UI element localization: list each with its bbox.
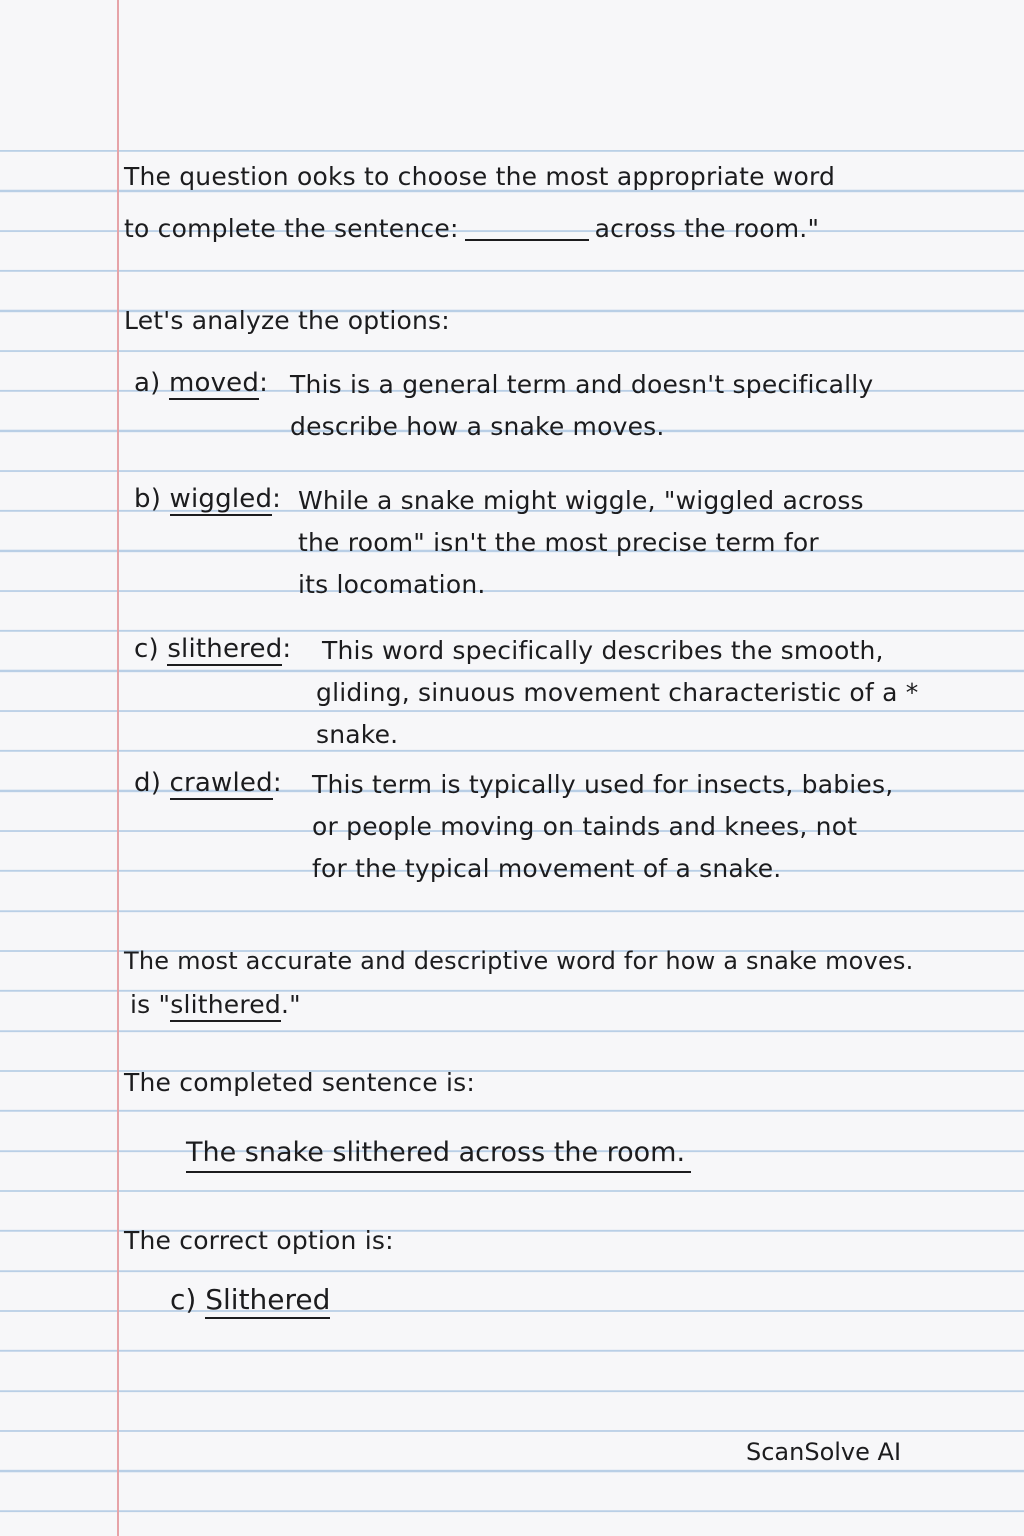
option-d-letter: d) <box>134 768 162 798</box>
option-a-line-1: This is a general term and doesn't specifically <box>290 370 874 399</box>
margin-line <box>117 0 119 1536</box>
correct-answer <box>170 1282 330 1319</box>
option-a-label <box>134 366 268 400</box>
option-c-colon: : <box>282 634 292 664</box>
intro-line-1: The question ooks to choose the most appropriate word <box>124 162 836 191</box>
conclusion-line-2-after: ." <box>280 990 301 1019</box>
correct-heading: The correct option is: <box>124 1226 394 1255</box>
option-b-label <box>134 482 281 516</box>
intro-line-2 <box>124 212 819 246</box>
conclusion-line-2 <box>130 988 301 1022</box>
conclusion-line-2-before: is " <box>130 990 171 1019</box>
intro-line-2-before: to complete the sentence: <box>124 214 459 243</box>
option-d-word: crawled <box>169 768 273 798</box>
intro-line-2-after: across the room." <box>594 214 820 243</box>
option-c-line-1: This word specifically describes the smooth, <box>322 636 884 665</box>
option-b-line-2: the room" isn't the most precise term for <box>298 528 819 557</box>
option-d-line-1: This term is typically used for insects, babies, <box>312 770 894 799</box>
option-a-line-2: describe how a snake moves. <box>290 412 665 441</box>
option-d-label <box>134 766 282 800</box>
conclusion-line-1: The most accurate and descriptive word for how a snake moves. <box>124 947 914 975</box>
correct-answer-word: Slithered <box>205 1283 330 1319</box>
option-a-colon: : <box>259 368 269 398</box>
option-b-letter: b) <box>134 484 162 514</box>
option-c-line-2: gliding, sinuous movement characteristic of a * <box>316 678 919 707</box>
option-b-colon: : <box>272 484 282 514</box>
option-b-line-1: While a snake might wiggle, "wiggled across <box>298 486 864 515</box>
option-b-line-3: its locomation. <box>298 570 486 599</box>
option-c-line-3: snake. <box>316 720 399 749</box>
correct-answer-letter: c) <box>170 1283 197 1316</box>
option-c-label <box>134 632 291 666</box>
sentence-blank <box>465 219 589 241</box>
option-d-line-3: for the typical movement of a snake. <box>312 854 782 883</box>
option-c-letter: c) <box>134 634 159 664</box>
option-d-line-2: or people moving on tainds and knees, not <box>312 812 858 841</box>
watermark: ScanSolve AI <box>746 1438 902 1466</box>
option-d-colon: : <box>272 768 282 798</box>
option-a-word: moved <box>168 368 260 398</box>
completed-heading: The completed sentence is: <box>124 1068 475 1097</box>
analyze-heading: Let's analyze the options: <box>124 306 450 335</box>
conclusion-word: slithered <box>170 990 281 1022</box>
option-c-word: slithered <box>167 634 283 664</box>
option-a-letter: a) <box>134 368 161 398</box>
completed-sentence: The snake slithered across the room. <box>186 1135 691 1173</box>
option-b-word: wiggled <box>169 484 273 514</box>
